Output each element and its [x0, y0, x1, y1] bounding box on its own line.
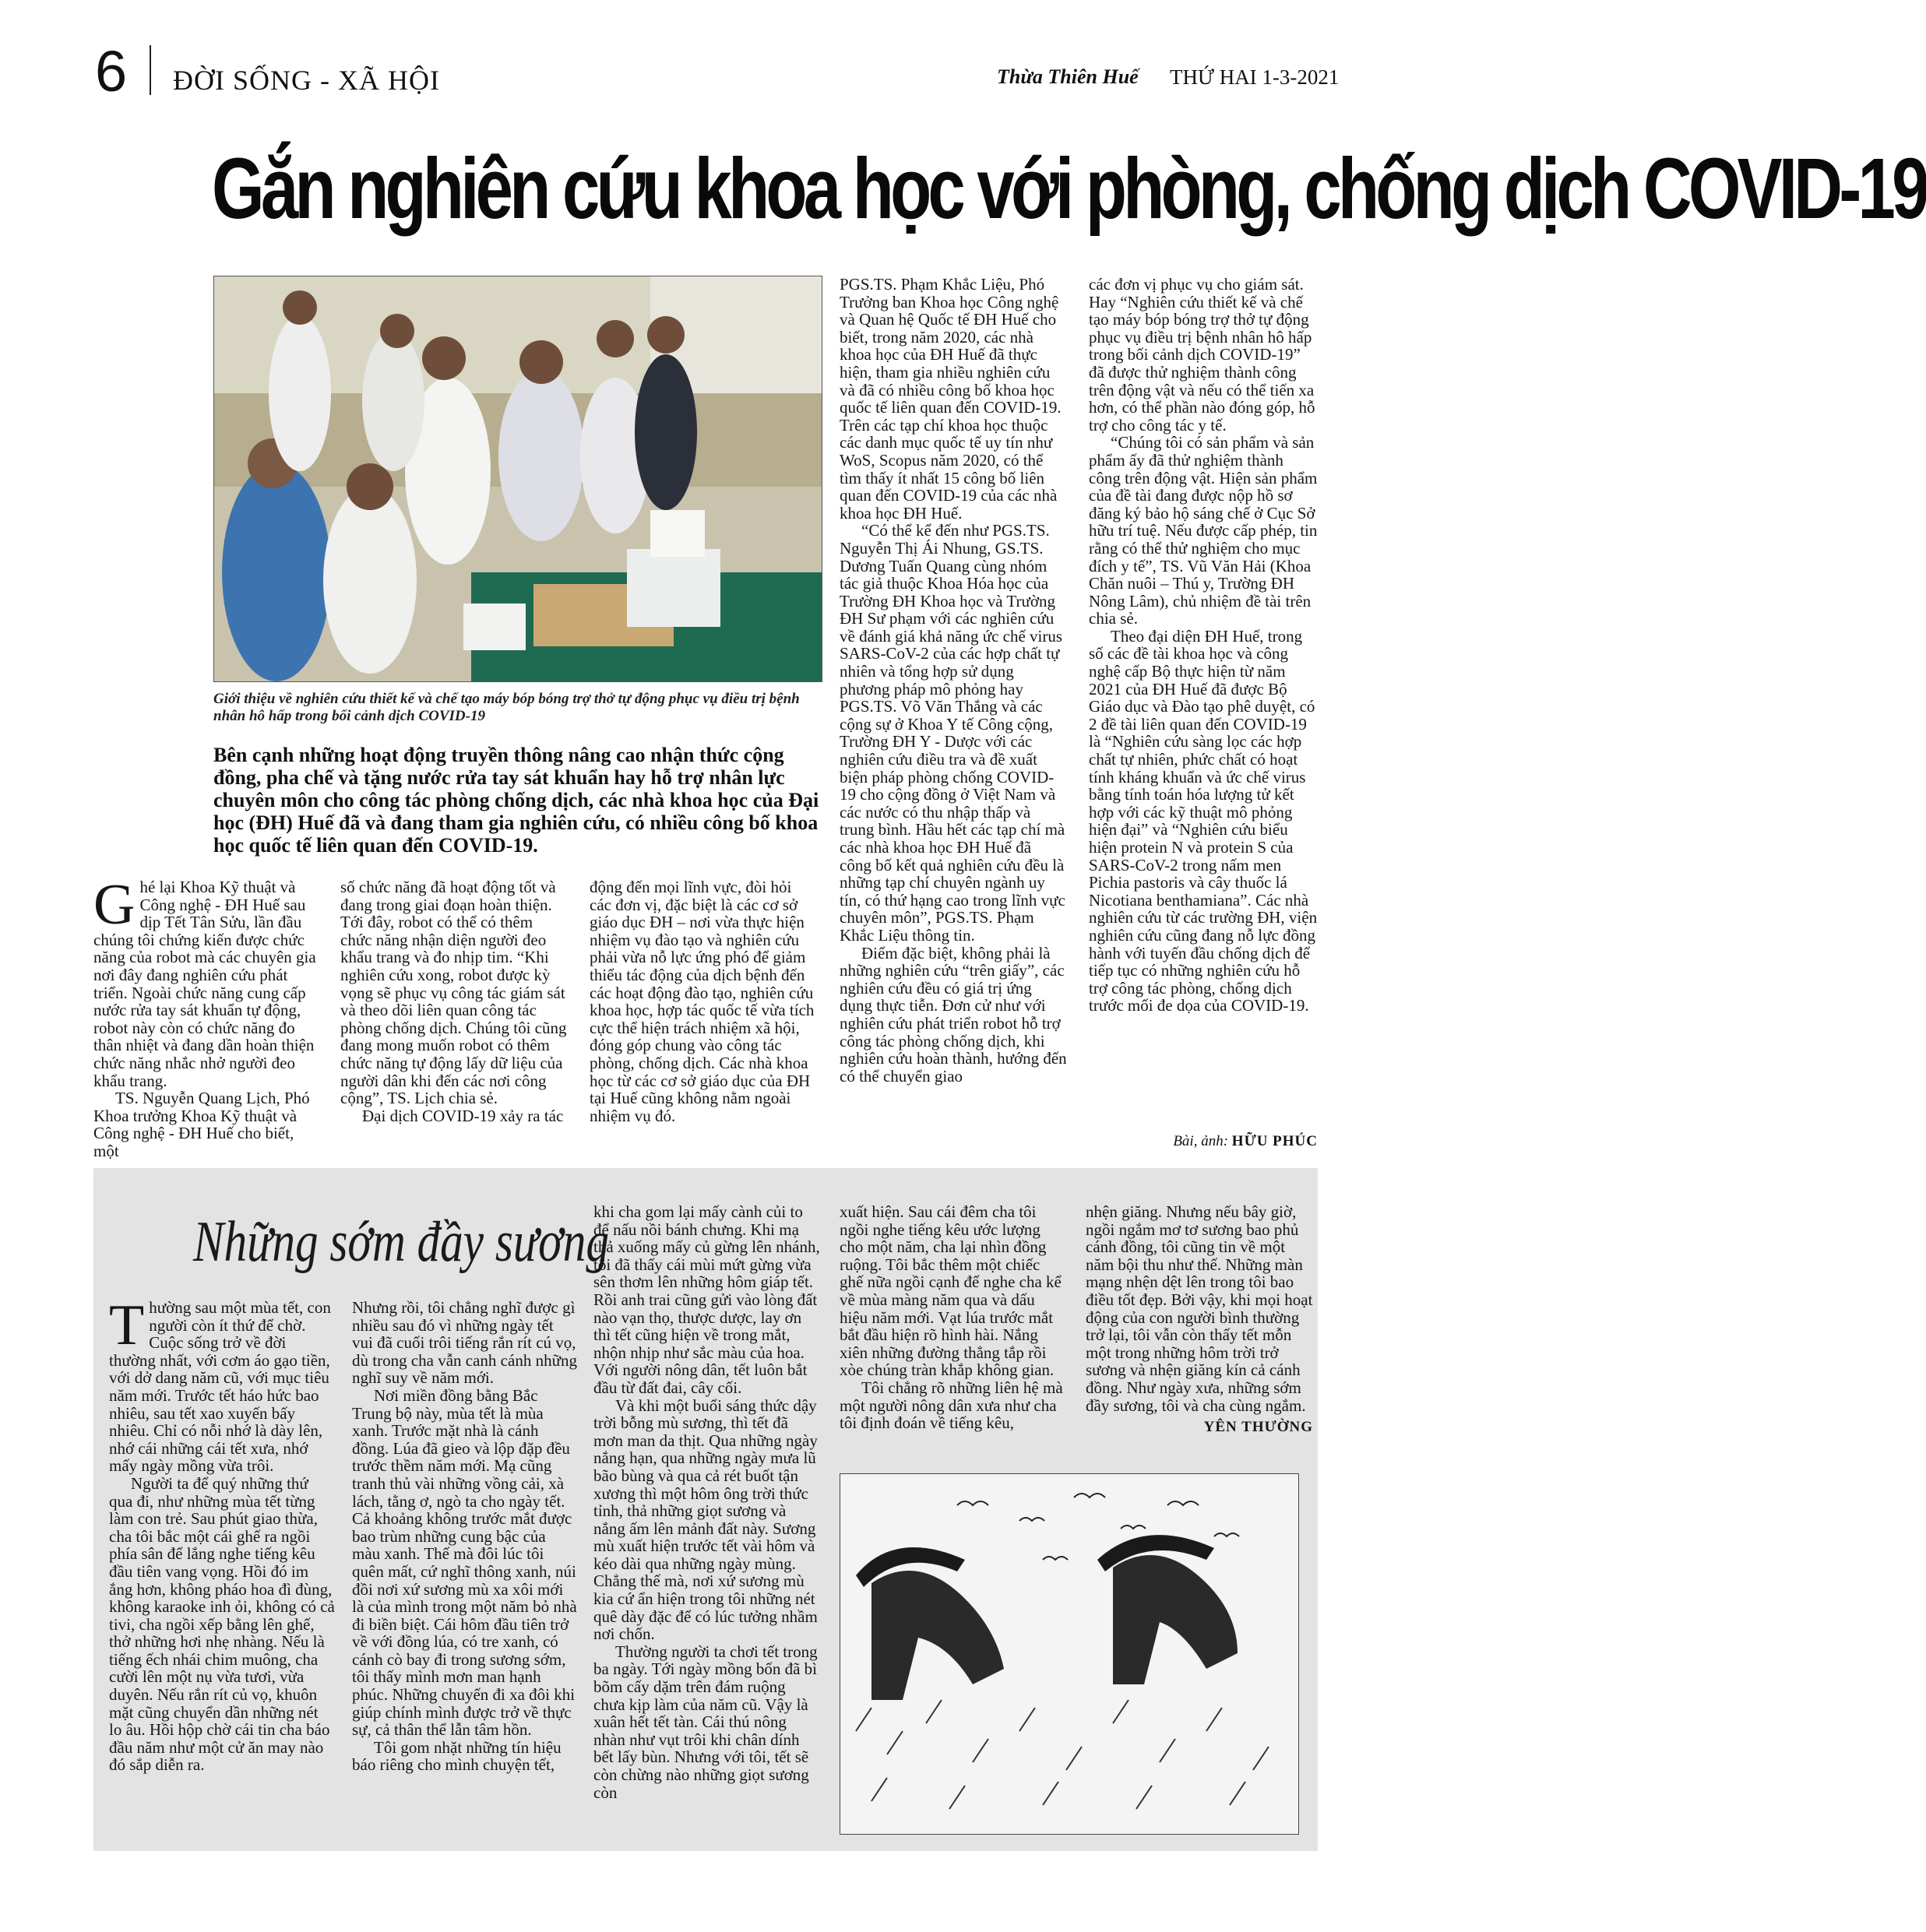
paragraph: Thường người ta chơi tết trong ba ngày. Tới ngày mồng bốn đã bì bõm cấy dặm trên đám ruộng chưa kịp làm của năm cũ. Vậy là xuân hết tết tàn. Cái thú nông nhàn như vụt trôi khi chân dính bết lấy bùn. Nhưng với tôi, tết sẽ còn chừng nào những giọt sương còn — [593, 1642, 818, 1802]
essay-illustration — [840, 1473, 1299, 1835]
photo-caption: Giới thiệu về nghiên cứu thiết kế và chế tạo máy bóp bóng trợ thở tự động phục vụ điều trị bệnh nhân hô hấp trong bối cảnh dịch COVID-19 — [213, 691, 800, 724]
essay-column-5 — [1086, 1203, 1313, 1437]
essay-column-2 — [352, 1299, 578, 1774]
paragraph: Nơi miền đồng bằng Bắc Trung bộ này, mùa tết là mùa xanh. Trước mặt nhà là cánh đồng. Lúa đã gieo và lộp đặp đều trước thềm năm mới. Mạ cũng tranh thủ vài những vồng cải, xà lách, tằng ơ, ngò ta cho ngày tết. Cả khoảng không trước mắt được bao trùm những cung bậc của màu xanh. Thế mà đôi lúc tôi quên mất, cứ nghĩ thông xanh, núi đồi nơi xứ sương mù xa xôi mới là của mình trong một năm bỏ nhà đi biền biệt. Cái hôm đầu tiên trở về với đồng lúa, có tre xanh, có cánh cò bay đi trong sương sớm, tôi thấy mình mơn man hạnh phúc. Những chuyến đi xa đôi khi giúp chính mình được trở về thực sự, cả thân thể lẫn tâm hồn. — [352, 1385, 577, 1740]
paragraph: “Chúng tôi có sản phẩm và sản phẩm ấy đã thử nghiệm thành công trên động vật. Hiện sản phẩm của đề tài đang được nộp hồ sơ đăng ký bảo hộ sáng chế ở Cục Sở hữu trí tuệ. Nếu được cấp phép, tin rằng có thể thử nghiệm cho mục đích y tế”, TS. Vũ Văn Hải (Khoa Chăn nuôi – Thú y, Trường ĐH Nông Lâm), chủ nhiệm đề tài trên chia sẻ. — [1089, 433, 1318, 628]
paragraph: Tôi chẳng rõ những liên hệ mà một người nông dân xưa như cha tôi định đoán về tiếng kêu, — [840, 1378, 1063, 1433]
article-photo — [213, 276, 822, 682]
photo-illustration — [214, 276, 822, 681]
essay-column-1 — [109, 1293, 335, 1775]
paragraph: khi cha gom lại mấy cành củi to để nấu nồi bánh chưng. Khi mạ thả xuống mấy củ gừng lên nhánh, tôi đã thấy cái mùi mứt gừng vừa sên thơm lên những hôm giáp tết. Rồi anh trai cũng gửi vào lòng đất nào vạn thọ, thược dược, lay ơn thì tết cũng hiện về trong mắt, nhộn nhịp như sắc màu của hoa. Với người nông dân, tết luôn bắt đầu từ đất đai, cây cối. — [593, 1202, 820, 1397]
paragraph: Theo đại diện ĐH Huế, trong số các đề tài khoa học và công nghệ cấp Bộ thực hiện từ năm 2021 của ĐH Huế đã được Bộ Giáo dục và Đào tạo phê duyệt, có 2 đề tài liên quan đến COVID-19 là “Nghiên cứu sàng lọc các hợp chất tự nhiên, phức chất có hoạt tính kháng khuẩn và ức chế virus bằng tính toán hóa lượng tử kết hợp với các kỹ thuật mô phỏng hiện đại” và “Nghiên cứu biểu hiện protein N và protein S của SARS-CoV-2 trong nấm men Pichia pastoris và cây thuốc lá Nicotiana benthamiana”. Các nhà nghiên cứu từ các trường ĐH, viện nghiên cứu cũng đang nỗ lực đồng hành với tuyến đầu chống dịch để tiếp tục có những nghiên cứu hỗ trợ công tác phòng, chống dịch trước mối đe dọa của COVID-19. — [1089, 626, 1318, 1015]
essay-title: Những sớm đầy sương — [193, 1210, 609, 1274]
paragraph: Điểm đặc biệt, không phải là những nghiên cứu “trên giấy”, các nghiên cứu đều có giá trị ứng dụng thực tiễn. Đơn cử như với nghiên cứu phát triển robot hỗ trợ công tác phòng chống dịch, khi nghiên cứu hoàn thành, hướng đến có thể chuyển giao — [840, 943, 1067, 1086]
paragraph: nhện giăng. Nhưng nếu bây giờ, ngồi ngắm mơ tơ sương bao phủ cánh đồng, tôi cũng tin về một năm bội thu như thế. Những màn mạng nhện dệt lên trong tôi bao điều tốt đẹp. Bởi vậy, khi mọi hoạt động của con người bình thường trở lại, tôi vẫn còn thấy tết mỗn một trong những hôm trời trở sương và nhện giăng kín cả cánh đồng. Như ngày xưa, những sớm đầy sương, tôi và cha cùng ngắm. — [1086, 1202, 1313, 1415]
article-column-1 — [93, 873, 321, 1160]
section-title: ĐỜI SỐNG - XÃ HỘI — [173, 65, 440, 96]
byline-author: HỮU PHÚC — [1231, 1133, 1318, 1149]
paragraph: hé lại Khoa Kỹ thuật và Công nghệ - ĐH Huế sau dịp Tết Tân Sửu, lần đầu chúng tôi chứng kiến được chức năng của robot mà các chuyên gia nơi đây đang nghiên cứu phát triển. Ngoài chức năng cung cấp nước rửa tay sát khuẩn tự động, robot này còn có chức năng đo thân nhiệt và đang dần hoàn thiện chức năng nhắc nhở người đeo khẩu trang. — [93, 878, 316, 1090]
paragraph: Và khi một buổi sáng thức dậy trời bỗng mù sương, thì tết đã mơn man da thịt. Qua những ngày nắng hạn, qua những ngày mưa lũ bão bùng và qua cả rét buốt tận xương thì một hôm ông trời thức tỉnh, thả những giọt sương và nắng ấm lên mảnh đất này. Sương mù xuất hiện trước tết vài hôm và kéo dài qua những ngày mùng. Chẳng thế mà, nơi xứ sương mù kia cứ ẩn hiện trong tôi những nét quê dày đặc để có lúc tưởng nhầm nơi chốn. — [593, 1395, 818, 1644]
paragraph: PGS.TS. Phạm Khắc Liệu, Phó Trưởng ban Khoa học Công nghệ và Quan hệ Quốc tế ĐH Huế cho biết, trong năm 2020, các nhà khoa học của ĐH Huế đã thực hiện, tham gia nhiều nghiên cứu và đã có nhiều công bố khoa học quốc tế liên quan đến COVID-19. Trên các tạp chí khoa học thuộc các danh mục quốc tế uy tín như WoS, Scopus năm 2020, có thể tìm thấy ít nhất 15 công bố liên quan đến COVID-19 của các nhà khoa học ĐH Huế. — [840, 275, 1062, 523]
article-column-3 — [590, 878, 817, 1124]
article-lead: Bên cạnh những hoạt động truyền thông nâng cao nhận thức cộng đồng, pha chế và tặng nước rửa tay sát khuẩn hay hỗ trợ nhân lực chuyên môn cho công tác phòng chống dịch, các nhà khoa học của Đại học (ĐH) Huế đã và đang tham gia nghiên cứu, có nhiều công bố khoa học quốc tế liên quan đến COVID-19. — [213, 744, 819, 857]
paragraph: Người ta để quý những thứ qua đi, như những mùa tết từng làm con trẻ. Sau phút giao thừa, cha tôi bắc một cái ghế ra ngồi phía sân để lắng nghe tiếng kêu đầu tiên vang vọng. Hồi đó im ắng hơn, không pháo hoa đì đùng, không karaoke inh ỏi, không có cả tivi, cha ngồi xếp bằng lên ghế, thở những hơi nhẹ nhàng. Nếu là tiếng ếch nhái chim muông, cha cười lên một nụ vừa tươi, vừa duyên. Nếu rắn rít củ vọ, khuôn mặt cũng chuyển dần những nét lo âu. Hồi hộp chờ cái tin cha báo đầu năm như một cử ăn may nào đó sắp diễn ra. — [109, 1473, 335, 1775]
issue-date: THỨ HAI 1-3-2021 — [1170, 65, 1340, 89]
paragraph: TS. Nguyễn Quang Lịch, Phó Khoa trưởng Khoa Kỹ thuật và Công nghệ - ĐH Huế cho biết, một — [93, 1089, 310, 1160]
article-headline: Gắn nghiên cứu khoa học với phòng, chống dịch COVID-19 — [212, 141, 1926, 237]
paragraph: xuất hiện. Sau cái đêm cha tôi ngồi nghe tiếng kêu ước lượng cho một năm, cha lại nhìn đồng ruộng. Tôi bắc thêm một chiếc ghế nữa ngồi cạnh để nghe cha kể về mùa màng năm qua và dấu hiệu năm mới. Vạt lúa trước mắt bắt đầu hiện rõ hình hài. Nắng xiên những đường thẳng tắp rồi xòe chúng tràn khắp không gian. — [840, 1202, 1062, 1380]
dropcap: T — [109, 1293, 145, 1357]
page-number: 6 — [95, 39, 128, 104]
essay-column-3 — [593, 1203, 821, 1801]
paragraph: Đại dịch COVID-19 xảy ra tác — [362, 1106, 564, 1125]
paragraph: động đến mọi lĩnh vực, đòi hỏi các đơn vị, đặc biệt là các cơ sở giáo dục ĐH – nơi vừa thực hiện nhiệm vụ đào tạo và nghiên cứu phải vừa nỗ lực ứng phó để giảm thiểu tác động của dịch bệnh đến các hoạt động đào tạo, nghiên cứu khoa học, hợp tác quốc tế vừa tích cực thể hiện trách nhiệm xã hội, đóng góp chung vào công tác phòng, chống dịch. Các nhà khoa học từ các cơ sở giáo dục của ĐH tại Huế cũng không nằm ngoài nhiệm vụ đó. — [590, 878, 815, 1125]
illustration-drawing — [840, 1474, 1298, 1834]
header-divider — [150, 45, 151, 95]
dropcap: G — [93, 873, 136, 937]
essay-column-4 — [840, 1203, 1067, 1432]
paragraph: “Có thể kể đến như PGS.TS. Nguyễn Thị Ái Nhung, GS.TS. Dương Tuấn Quang cùng nhóm tác giả thuộc Khoa Hóa học của Trường ĐH Khoa học và Trường ĐH Sư phạm với các nghiên cứu về đánh giá khả năng ức chế virus SARS-CoV-2 của các hợp chất tự nhiên và tổng hợp sử dụng phương pháp mô phỏng hay PGS.TS. Võ Văn Thắng và các cộng sự ở Khoa Y tế Công cộng, Trường ĐH Y - Dược với các nghiên cứu điều tra và đề xuất biện pháp phòng chống COVID-19 cho cộng đồng ở Việt Nam và các nước có thu nhập thấp và trung bình. Hầu hết các tạp chí mà các nhà khoa học ĐH Huế đã công bố kết quả nghiên cứu đều là những tạp chí chuyên ngành uy tín, có thứ hạng cao trong lĩnh vực chuyên môn”, PGS.TS. Phạm Khắc Liệu thông tin. — [840, 521, 1065, 945]
article-byline — [1153, 1133, 1318, 1150]
essay-author: YÊN THƯỜNG — [1203, 1419, 1313, 1436]
paragraph: số chức năng đã hoạt động tốt và đang trong giai đoạn hoàn thiện. Tới đây, robot có thể có thêm chức năng nhận diện người đeo khẩu trang và đo nhịp tim. “Khi nghiên cứu xong, robot được kỳ vọng sẽ phục vụ công tác giám sát và theo dõi liên quan công tác phòng chống dịch. Chúng tôi cũng đang mong muốn robot có thêm chức năng tự động lấy dữ liệu của người dân khi đến các nơi công cộng”, TS. Lịch chia sẻ. — [340, 878, 567, 1108]
paragraph: Tôi gom nhặt những tín hiệu báo riêng cho mình chuyện tết, — [352, 1737, 562, 1775]
article-column-4 — [840, 276, 1067, 1085]
byline-label: Bài, ảnh: — [1173, 1133, 1229, 1149]
article-column-2 — [340, 878, 568, 1124]
paragraph: hường sau một mùa tết, con người còn ít thứ để chờ. Cuộc sống trở về đời thường nhất, với cơm áo gạo tiền, với dở dang năm cũ, với mục tiêu năm mới. Trước tết háo hức bao nhiêu, sau tết xao xuyến bấy nhiêu. Chỉ có nỗi nhớ là dày lên, nhớ cái những cái tết xưa, nhớ mấy ngày mồng vừa trôi. — [109, 1298, 331, 1476]
paragraph: các đơn vị phục vụ cho giám sát. Hay “Nghiên cứu thiết kế và chế tạo máy bóp bóng trợ thở tự động phục vụ điều trị bệnh nhân hô hấp trong bối cảnh dịch COVID-19” đã được thử nghiệm thành công trên động vật và nếu có thể tiến xa hơn, có thể phần nào đóng góp, hỗ trợ cho công tác y tế. — [1089, 275, 1315, 435]
publication-name: Thừa Thiên Huế — [997, 65, 1139, 88]
article-column-5 — [1089, 276, 1318, 1015]
paragraph: Nhưng rồi, tôi chẳng nghĩ được gì nhiều sau đó vì những ngày tết vui đã cuối trôi tiếng rắn rít cú vọ, dù trong cha vẫn canh cánh những nghĩ suy về năm mới. — [352, 1298, 577, 1388]
